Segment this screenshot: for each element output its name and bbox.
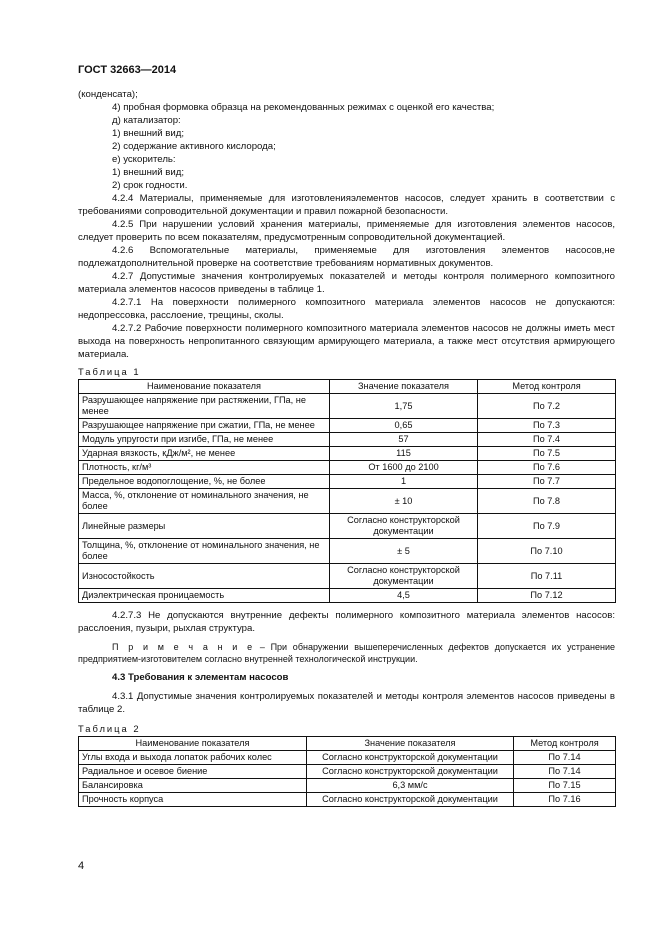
paragraph-4-2-7: 4.2.7 Допустимые значения контролируемых показателей и методы контроля полимерного композитного материала элементов насосов приведены в таблице 1. bbox=[78, 271, 615, 295]
cell-method: По 7.12 bbox=[478, 589, 616, 603]
cell-value: Согласно конструкторской документации bbox=[330, 564, 478, 589]
cell-indicator: Масса, %, отклонение от номинального значения, не более bbox=[79, 489, 330, 514]
cell-value: От 1600 до 2100 bbox=[330, 461, 478, 475]
cell-indicator: Плотность, кг/м³ bbox=[79, 461, 330, 475]
column-header: Наименование показателя bbox=[79, 737, 307, 751]
table-header-row bbox=[79, 380, 616, 394]
table-row bbox=[79, 447, 616, 461]
cell-indicator: Балансировка bbox=[79, 779, 307, 793]
table-row bbox=[79, 419, 616, 433]
cell-indicator: Разрушающее напряжение при растяжении, ГПа, не менее bbox=[79, 394, 330, 419]
table-row bbox=[79, 779, 616, 793]
table-row bbox=[79, 475, 616, 489]
column-header: Наименование показателя bbox=[79, 380, 330, 394]
cell-method: По 7.6 bbox=[478, 461, 616, 475]
cell-indicator: Прочность корпуса bbox=[79, 793, 307, 807]
list-item: е) ускоритель: bbox=[112, 154, 176, 165]
cell-value: Согласно конструкторской документации bbox=[307, 793, 514, 807]
cell-indicator: Износостойкость bbox=[79, 564, 330, 589]
cell-indicator: Толщина, %, отклонение от номинального значения, не более bbox=[79, 539, 330, 564]
cell-indicator: Линейные размеры bbox=[79, 514, 330, 539]
cell-indicator: Углы входа и выхода лопаток рабочих колес bbox=[79, 751, 307, 765]
cell-value: Согласно конструкторской документации bbox=[330, 514, 478, 539]
cell-method: По 7.2 bbox=[478, 394, 616, 419]
cell-method: По 7.9 bbox=[478, 514, 616, 539]
table2-caption: Таблица 2 bbox=[78, 723, 141, 734]
table-row bbox=[79, 564, 616, 589]
cell-value: 6,3 мм/с bbox=[307, 779, 514, 793]
table-header-row bbox=[79, 737, 616, 751]
page-number: 4 bbox=[78, 860, 85, 872]
column-header: Метод контроля bbox=[514, 737, 616, 751]
paragraph-4-2-7-3: 4.2.7.3 Не допускаются внутренние дефекты полимерного композитного материала элементов насосов: расслоения, пузыри, рыхлая структура. bbox=[78, 610, 615, 634]
table-1 bbox=[78, 379, 616, 603]
cell-method: По 7.7 bbox=[478, 475, 616, 489]
cell-value: 115 bbox=[330, 447, 478, 461]
cell-method: По 7.8 bbox=[478, 489, 616, 514]
list-item: 4) пробная формовка образца на рекомендованных режимах с оценкой его качества; bbox=[112, 102, 495, 113]
cell-indicator: Ударная вязкость, кДж/м², не менее bbox=[79, 447, 330, 461]
cell-value: 0,65 bbox=[330, 419, 478, 433]
paragraph-4-2-4: 4.2.4 Материалы, применяемые для изготовленияэлементов насосов, следует хранить в соответствии с требованиями сопроводительной документации и правил пожарной безопасности. bbox=[78, 193, 615, 217]
column-header: Метод контроля bbox=[478, 380, 616, 394]
table-2 bbox=[78, 736, 616, 807]
note-text: – При обнаружении вышеперечисленных дефектов допускается их устранение предприятием-изготовителем согласно внутренней технологической инструкции. bbox=[78, 642, 615, 664]
note bbox=[78, 641, 615, 665]
table-row bbox=[79, 589, 616, 603]
table-row bbox=[79, 539, 616, 564]
cell-indicator: Модуль упругости при изгибе, ГПа, не менее bbox=[79, 433, 330, 447]
paragraph: (конденсата); bbox=[78, 89, 138, 100]
cell-indicator: Диэлектрическая проницаемость bbox=[79, 589, 330, 603]
table-row bbox=[79, 514, 616, 539]
cell-value: Согласно конструкторской документации bbox=[307, 765, 514, 779]
cell-value: ± 5 bbox=[330, 539, 478, 564]
list-item: д) катализатор: bbox=[112, 115, 181, 126]
cell-value: Согласно конструкторской документации bbox=[307, 751, 514, 765]
column-header: Значение показателя bbox=[330, 380, 478, 394]
paragraph-4-3-1: 4.3.1 Допустимые значения контролируемых показателей и методы контроля элементов насосов приведены в таблице 2. bbox=[78, 691, 615, 715]
cell-method: По 7.3 bbox=[478, 419, 616, 433]
section-heading: 4.3 Требования к элементам насосов bbox=[112, 672, 289, 683]
list-item: 2) срок годности. bbox=[112, 180, 188, 191]
cell-indicator: Радиальное и осевое биение bbox=[79, 765, 307, 779]
cell-method: По 7.4 bbox=[478, 433, 616, 447]
cell-value: ± 10 bbox=[330, 489, 478, 514]
cell-method: По 7.5 bbox=[478, 447, 616, 461]
cell-method: По 7.14 bbox=[514, 751, 616, 765]
paragraph-4-2-7-1: 4.2.7.1 На поверхности полимерного композитного материала элементов насосов не допускаются: недопрессовка, расслоение, трещины, сколы. bbox=[78, 297, 615, 321]
table-row bbox=[79, 394, 616, 419]
cell-value: 4,5 bbox=[330, 589, 478, 603]
table-row bbox=[79, 765, 616, 779]
table-row bbox=[79, 489, 616, 514]
cell-method: По 7.10 bbox=[478, 539, 616, 564]
cell-method: По 7.15 bbox=[514, 779, 616, 793]
cell-indicator: Разрушающее напряжение при сжатии, ГПа, не менее bbox=[79, 419, 330, 433]
column-header: Значение показателя bbox=[307, 737, 514, 751]
body-text bbox=[78, 88, 615, 807]
cell-method: По 7.16 bbox=[514, 793, 616, 807]
list-item: 1) внешний вид; bbox=[112, 167, 185, 178]
cell-value: 1,75 bbox=[330, 394, 478, 419]
paragraph-4-2-7-2: 4.2.7.2 Рабочие поверхности полимерного композитного материала элементов насосов не должны иметь мест выхода на поверхность непропитанного связующим армирующего материала, а также мест отсутствия армирующего материала. bbox=[78, 323, 615, 360]
paragraph-4-2-5: 4.2.5 При нарушении условий хранения материалы, применяемые для изготовления элементов насосов, следует проверить по всем показателям, предусмотренным сопроводительной документацией. bbox=[78, 219, 615, 243]
list-item: 2) содержание активного кислорода; bbox=[112, 141, 276, 152]
note-label: П р и м е ч а н и е bbox=[112, 642, 255, 652]
table-row bbox=[79, 433, 616, 447]
list-item: 1) внешний вид; bbox=[112, 128, 185, 139]
cell-method: По 7.14 bbox=[514, 765, 616, 779]
cell-value: 57 bbox=[330, 433, 478, 447]
table-row bbox=[79, 793, 616, 807]
table-row bbox=[79, 751, 616, 765]
table1-caption: Таблица 1 bbox=[78, 366, 141, 377]
cell-indicator: Предельное водопоглощение, %, не более bbox=[79, 475, 330, 489]
cell-method: По 7.11 bbox=[478, 564, 616, 589]
standard-header: ГОСТ 32663—2014 bbox=[78, 64, 177, 76]
cell-value: 1 bbox=[330, 475, 478, 489]
table-row bbox=[79, 461, 616, 475]
paragraph-4-2-6: 4.2.6 Вспомогательные материалы, применяемые для изготовления элементов насосов,не подлежатдополнительной проверке на соответствие требованиям нормативных документов. bbox=[78, 245, 615, 269]
